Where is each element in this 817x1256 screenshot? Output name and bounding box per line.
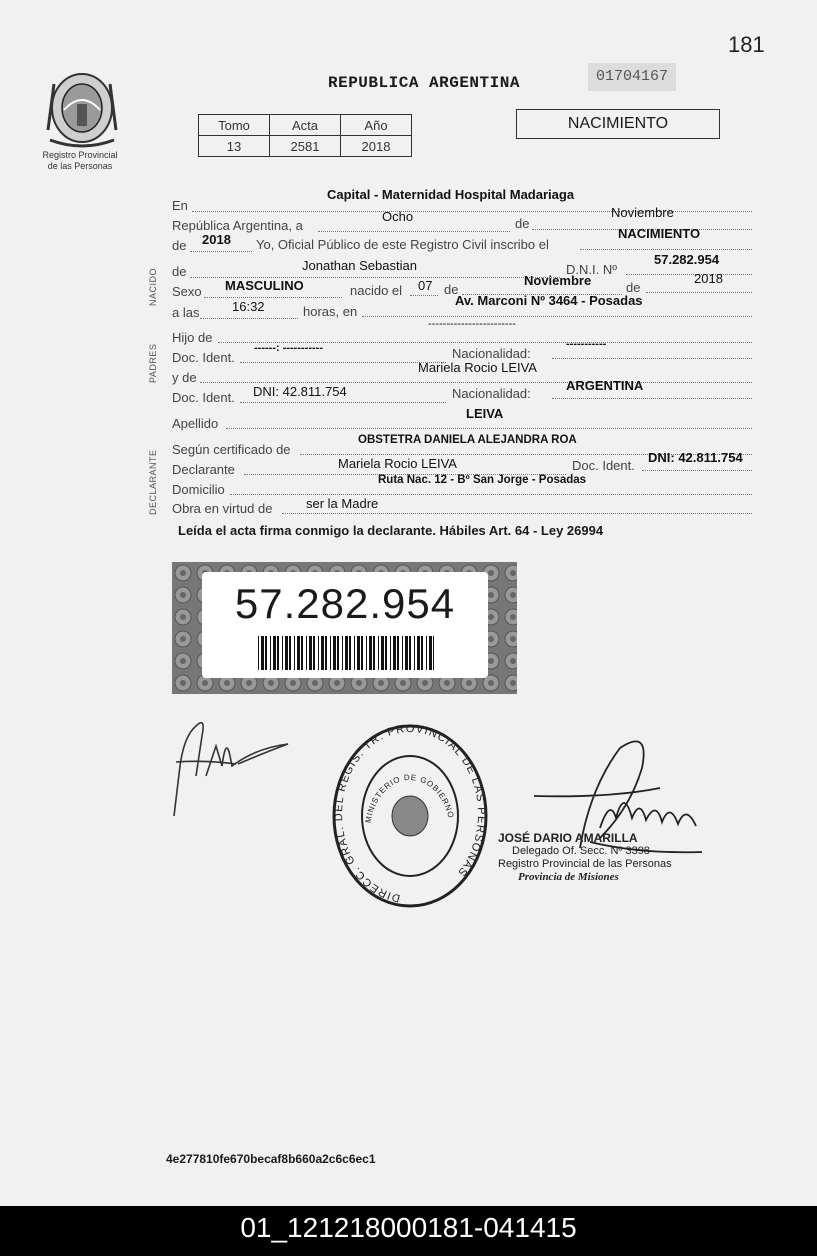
father-nationality-value: ----------- (566, 338, 607, 350)
footer-code: 01_121218000181-041415 (240, 1212, 577, 1243)
republica-label: República Argentina, a (172, 218, 303, 233)
dni-sticker (172, 562, 517, 694)
dotted-line (282, 513, 752, 514)
barcode-icon (258, 636, 434, 670)
dotted-line (642, 470, 752, 471)
de-label: de (172, 264, 187, 279)
page-number: 181 (728, 32, 765, 57)
en-label: En (172, 198, 188, 213)
de-label: de (444, 282, 459, 297)
table-header: Acta (270, 115, 341, 136)
dotted-line (204, 297, 342, 298)
declarante-label: Declarante (172, 462, 235, 477)
dotted-line (410, 295, 438, 296)
dotted-line (580, 249, 752, 250)
seal-ring-text: DIRECC. GRAL. DEL REGIS. TR. PROVINCIAL DE LAS PERSONAS (332, 722, 488, 905)
mother-nationality-value: ARGENTINA (566, 378, 644, 393)
doc-label: Doc. Ident. (172, 390, 235, 405)
birth-year-value: 2018 (694, 271, 723, 286)
table-header: Año (341, 115, 412, 136)
side-label-declarante: DECLARANTE (148, 449, 158, 515)
day-value: Ocho (382, 209, 414, 224)
table-row (199, 136, 412, 157)
dotted-line (200, 318, 298, 319)
inscribo-value: NACIMIENTO (618, 226, 701, 241)
registry-caption-line: de las Personas (47, 161, 113, 171)
nacionalidad-label: Nacionalidad: (452, 346, 531, 361)
footer-bar (0, 1206, 817, 1256)
delegate-stamp (498, 832, 672, 884)
domicilio-label: Domicilio (172, 482, 225, 497)
nacido-label: nacido el (350, 283, 403, 298)
dotted-line (200, 382, 752, 383)
hijo-label: Hijo de (172, 330, 213, 345)
sexo-label: Sexo (172, 284, 202, 299)
official-seal-icon (330, 722, 490, 910)
table-cell: 2581 (270, 136, 341, 157)
certificate-value: OBSTETRA DANIELA ALEJANDRA ROA (358, 434, 577, 446)
dotted-line (226, 428, 752, 429)
de-label: de (515, 216, 530, 231)
birth-place-value: Av. Marconi Nº 3464 - Posadas (455, 293, 643, 308)
doc-label: Doc. Ident. (172, 350, 235, 365)
sticker-dni-number: 57.282.954 (234, 580, 456, 627)
dotted-line (552, 358, 752, 359)
horas-label: horas, en (303, 304, 358, 319)
birth-day-value: 07 (418, 278, 433, 293)
year-value: 2018 (202, 232, 231, 247)
hour-value: 16:32 (232, 299, 265, 314)
reference-table (198, 114, 412, 157)
closing-statement: Leída el acta firma conmigo la declarante. Hábiles Art. 64 - Ley 26994 (178, 523, 604, 538)
address-value: Ruta Nac. 12 - Bº San Jorge - Posadas (378, 474, 587, 486)
dotted-line (240, 402, 446, 403)
dotted-line (318, 231, 510, 232)
dotted-line (552, 398, 752, 399)
yde-label: y de (172, 370, 197, 385)
sticker-label (202, 572, 488, 678)
side-label-padres: PADRES (148, 343, 158, 383)
declarant-doc-value: DNI: 42.811.754 (648, 450, 743, 465)
seal-inner-text: MINISTERIO DE GOBIERNO (363, 772, 456, 824)
table-header-row (199, 115, 412, 136)
dotted-line (190, 251, 252, 252)
dotted-line (362, 316, 752, 317)
side-label-nacido: NACIDO (148, 267, 158, 306)
month-value: Noviembre (611, 205, 674, 220)
registry-caption-line: Registro Provincial (42, 150, 118, 160)
provincial-emblem-icon (44, 70, 120, 150)
declarant-value: Mariela Rocio LEIVA (338, 456, 457, 471)
dotted-line (240, 362, 446, 363)
alas-label: a las (172, 305, 200, 320)
dni-value: 57.282.954 (654, 252, 720, 267)
dotted-line (230, 494, 752, 495)
document-hash: 4e277810fe670becaf8b660a2c6c6ec1 (166, 1152, 376, 1166)
apellido-label: Apellido (172, 416, 219, 431)
obra-label: Obra en virtud de (172, 501, 273, 516)
de-label: de (626, 280, 641, 295)
registry-caption (30, 150, 130, 172)
reason-value: ser la Madre (306, 496, 379, 511)
dotted-line (626, 274, 752, 275)
declarant-signature-icon (166, 696, 296, 820)
table-cell: 2018 (341, 136, 412, 157)
father-value: ------------------------ (428, 318, 516, 330)
dotted-line (646, 292, 752, 293)
nacionalidad-label: Nacionalidad: (452, 386, 531, 401)
birth-month-value: Noviembre (524, 273, 592, 288)
table-header: Tomo (199, 115, 270, 136)
delegate-role: Delegado Of. Secc. Nº 3398 (512, 845, 650, 857)
delegate-office: Registro Provincial de las Personas (498, 858, 672, 870)
doc-label: Doc. Ident. (572, 458, 635, 473)
child-name-value: Jonathan Sebastian (302, 258, 417, 273)
table-cell: 13 (199, 136, 270, 157)
yo-label: Yo, Oficial Público de este Registro Civil inscribo el (256, 237, 549, 252)
mother-value: Mariela Rocio LEIVA (418, 360, 537, 375)
father-doc-value: ------: ----------- (254, 342, 323, 354)
serial-number: 01704167 (588, 63, 676, 91)
delegate-province: Provincia de Misiones (518, 871, 619, 883)
act-type-box: NACIMIENTO (516, 109, 720, 139)
sex-value: MASCULINO (225, 278, 304, 293)
certificado-label: Según certificado de (172, 442, 291, 457)
surname-value: LEIVA (466, 406, 504, 421)
delegate-name: JOSÉ DARIO AMARILLA (498, 831, 638, 845)
place-value: Capital - Maternidad Hospital Madariaga (327, 187, 575, 202)
mother-doc-value: DNI: 42.811.754 (253, 384, 347, 399)
de-label: de (172, 238, 187, 253)
document-title: REPUBLICA ARGENTINA (328, 74, 520, 92)
dni-label: D.N.I. Nº (566, 262, 617, 277)
